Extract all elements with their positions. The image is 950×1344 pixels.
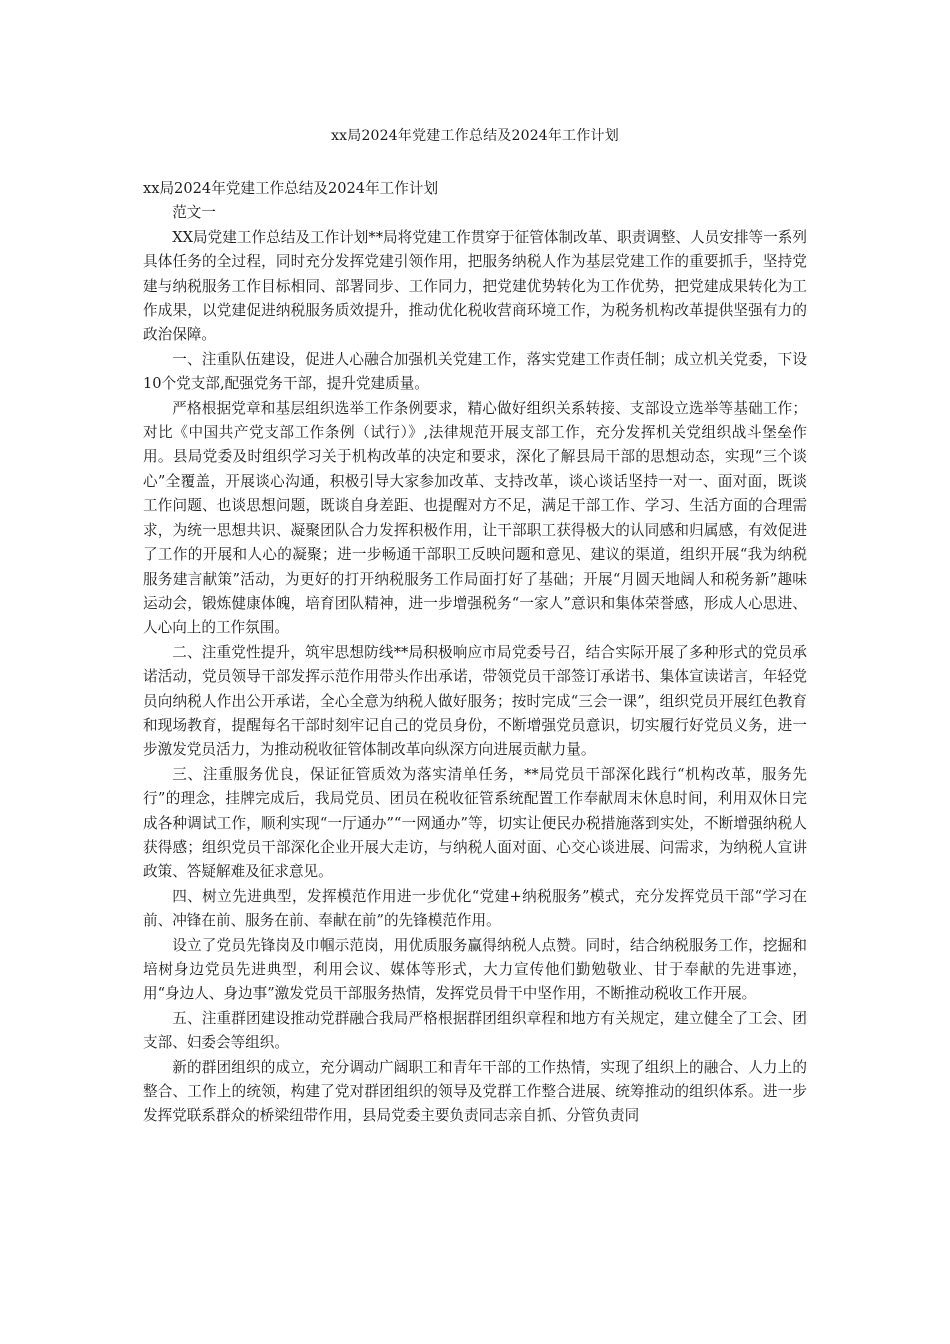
paragraph-section-5: 五、注重群团建设推动党群融合我局严格根据群团组织章程和地方有关规定，建立健全了工会、团支部、妇委会等组织。 (143, 1009, 807, 1052)
paragraph-intro: XX局党建工作总结及工作计划**局将党建工作贯穿于征管体制改革、职责调整、人员安排等一系列具体任务的全过程，同时充分发挥党建引领作用，把服务纳税人作为基层党建工作的重要抓手，坚持党建与纳税服务工作目标相同、部署同步、工作同力，把党建优势转化为工作优势，把党建成果转化为工作成果，以党建促进纳税服务质效提升，推动优化税收营商环境工作，为税务机构改革提供坚强有力的政治保障。 (143, 228, 807, 344)
paragraph-section-5-detail: 新的群团组织的成立，充分调动广阔职工和青年干部的工作热情，实现了组织上的融合、人力上的整合、工作上的统领，构建了党对群团组织的领导及党群工作整合进展、统筹推动的组织体系。进一步发挥党联系群众的桥梁纽带作用，县局党委主要负责同志亲自抓、分管负责同 (143, 1058, 807, 1125)
document-body (143, 177, 807, 1129)
paragraph-section-4: 四、树立先进典型，发挥模范作用进一步优化“党建+纳税服务”模式，充分发挥党员干部“学习在前、冲锋在前、服务在前、奉献在前”的先锋模范作用。 (143, 887, 807, 930)
document-title: xx局2024年党建工作总结及2024年工作计划 (143, 180, 439, 197)
paragraph-section-4-detail: 设立了党员先锋岗及巾帼示范岗，用优质服务赢得纳税人点赞。同时，结合纳税服务工作，挖掘和培树身边党员先进典型，利用会议、媒体等形式，大力宣传他们勤勉敬业、甘于奉献的先进事迹，用“身边人、身边事”激发党员干部服务热情，发挥党员骨干中坚作用，不断推动税收工作开展。 (143, 936, 807, 1003)
header-title: xx局2024年党建工作总结及2024年工作计划 (331, 128, 619, 144)
paragraph-section-3: 三、注重服务优良，保证征管质效为落实清单任务，**局党员干部深化践行“机构改革，服务先行”的理念，挂牌完成后，我局党员、团员在税收征管系统配置工作奉献周末休息时间，利用双休日完成各种调试工作，顺利实现“一厅通办”“一网通办”等，切实让便民办税措施落到实处，不断增强纳税人获得感；组织党员干部深化企业开展大走访，与纳税人面对面、心交心谈进展、问需求，为纳税人宣讲政策、答疑解难及征求意见。 (143, 765, 807, 881)
document-subtitle: 范文一 (172, 204, 216, 222)
paragraph-section-2: 二、注重党性提升，筑牢思想防线**局积极响应市局党委号召，结合实际开展了多种形式的党员承诺活动，党员领导干部发挥示范作用带头作出承诺，带领党员干部签订承诺书、集体宣读诺言，年轻党员向纳税人作出公开承诺，全心全意为纳税人做好服务；按时完成“三会一课”，组织党员开展红色教育和现场教育，提醒每名干部时刻牢记自己的党员身份，不断增强党员意识，切实履行好党员义务，进一步激发党员活力，为推动税收征管体制改革向纵深方向进展贡献力量。 (143, 643, 807, 759)
paragraph-section-1-detail: 严格根据党章和基层组织选举工作条例要求，精心做好组织关系转接、支部设立选举等基础工作；对比《中国共产党支部工作条例（试行）》,法律规范开展支部工作，充分发挥机关党组织战斗堡垒作用。县局党委及时组织学习关于机构改革的决定和要求，深化了解县局干部的思想动态，实现“三个谈心”全覆盖，开展谈心沟通，积极引导大家参加改革、支持改革，谈心谈话坚持一对一、面对面，既谈工作问题、也谈思想问题，既谈自身差距、也提醒对方不足，满足干部工作、学习、生活方面的合理需求，为统一思想共识、凝聚团队合力发挥积极作用，让干部职工获得极大的认同感和归属感，有效促进了工作的开展和人心的凝聚；进一步畅通干部职工反映问题和意见、建议的渠道，组织开展“我为纳税服务建言献策”活动，为更好的打开纳税服务工作局面打好了基础；开展“月圆天地阔人和税务新”趣味运动会，锻炼健康体魄，培育团队精神，进一步增强税务“一家人”意识和集体荣誉感，形成人心思进、人心向上的工作氛围。 (143, 399, 807, 637)
paragraph-section-1: 一、注重队伍建设，促进人心融合加强机关党建工作，落实党建工作责任制；成立机关党委，下设10个党支部,配强党务干部，提升党建质量。 (143, 350, 807, 393)
